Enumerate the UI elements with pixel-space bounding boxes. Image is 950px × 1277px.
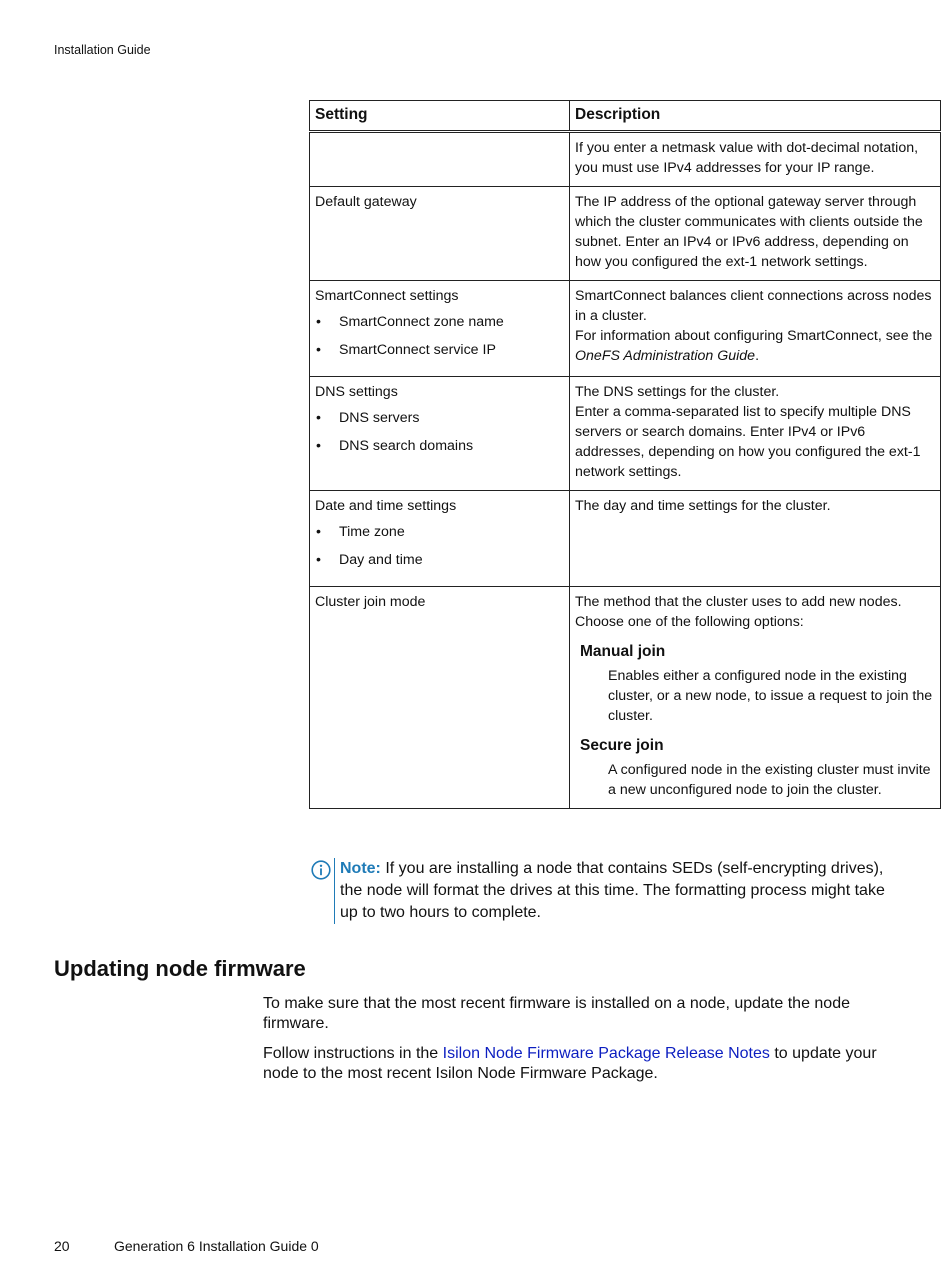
note-body (334, 858, 899, 924)
description-text: The IP address of the optional gateway server through which the cluster communicates with clients outside the subnet. Enter an IPv4 or IPv6 address, depending on how you configured the ext-1 network settings. (575, 194, 923, 270)
table-row (310, 377, 941, 491)
section-body (263, 994, 903, 1094)
reference-suffix: . (755, 348, 760, 364)
reference-guide-title: OneFS Administration Guide (575, 348, 756, 364)
description-cell (570, 587, 941, 809)
setting-bullet-list (315, 312, 564, 360)
page-footer (54, 1238, 319, 1254)
paragraph-prefix: Follow instructions in the (263, 1045, 443, 1062)
setting-name: Cluster join mode (315, 594, 426, 610)
page-number: 20 (54, 1238, 70, 1254)
setting-name: Date and time settings (315, 498, 457, 514)
setting-name: DNS settings (315, 384, 398, 400)
description-cell (570, 491, 941, 587)
paragraph-suffix: to update your node to the most recent Isilon Node Firmware Package. (263, 1045, 877, 1082)
table-row (310, 132, 941, 187)
description-cell (570, 187, 941, 281)
body-paragraph (263, 1044, 903, 1084)
table-row (310, 281, 941, 377)
bullet-item: • SmartConnect service IP (315, 340, 564, 360)
bullet-item: • Day and time (315, 550, 564, 570)
description-cell (570, 281, 941, 377)
setting-bullet-list (315, 522, 564, 570)
option-term: Secure join (580, 737, 664, 754)
body-paragraph: To make sure that the most recent firmware is installed on a node, update the node firmware. (263, 995, 850, 1032)
option-definition: A configured node in the existing cluster must invite a new unconfigured node to join the cluster. (608, 762, 931, 798)
release-notes-link[interactable]: Isilon Node Firmware Package Release Notes (442, 1045, 770, 1062)
description-text: SmartConnect balances client connections across nodes in a cluster. (575, 288, 932, 324)
option-term: Manual join (580, 643, 666, 660)
section-heading: Updating node firmware (54, 956, 306, 981)
bullet-item: • DNS servers (315, 408, 564, 428)
note-text: If you are installing a node that contains SEDs (self-encrypting drives), the node will format the drives at this time. The formatting process might take up to two hours to complete. (340, 860, 885, 921)
settings-table (309, 100, 941, 809)
setting-cell (310, 187, 570, 281)
table-row (310, 587, 941, 809)
setting-cell (310, 377, 570, 491)
column-header-setting: Setting (310, 101, 570, 132)
description-cell (570, 377, 941, 491)
info-icon (309, 858, 333, 924)
description-text: Enter a comma-separated list to specify multiple DNS servers or search domains. Enter IPv4 or IPv6 addresses, depending on how you configured the ext-1 network settings. (575, 404, 921, 480)
setting-cell (310, 132, 570, 187)
note-label: Note: (340, 860, 381, 877)
footer-title: Generation 6 Installation Guide 0 (114, 1238, 319, 1254)
description-text: The method that the cluster uses to add new nodes. Choose one of the following options: (575, 594, 902, 630)
note-callout (309, 858, 899, 924)
description-text: If you enter a netmask value with dot-decimal notation, you must use IPv4 addresses for your IP range. (575, 140, 919, 176)
setting-cell (310, 491, 570, 587)
setting-cell (310, 587, 570, 809)
table-row (310, 491, 941, 587)
setting-name: SmartConnect settings (315, 288, 459, 304)
setting-cell (310, 281, 570, 377)
description-reference (575, 326, 935, 366)
description-text: The DNS settings for the cluster. (575, 384, 780, 400)
bullet-item: • Time zone (315, 522, 564, 542)
option-definition: Enables either a configured node in the existing cluster, or a new node, to issue a request to join the cluster. (608, 668, 933, 724)
reference-prefix: For information about configuring SmartConnect, see the (575, 328, 933, 344)
table-header-row (310, 101, 941, 132)
description-cell (570, 132, 941, 187)
description-text: The day and time settings for the cluster. (575, 498, 831, 514)
setting-name: Default gateway (315, 194, 417, 210)
column-header-description: Description (570, 101, 941, 132)
bullet-item: • SmartConnect zone name (315, 312, 564, 332)
table-row (310, 187, 941, 281)
bullet-item: • DNS search domains (315, 436, 564, 456)
setting-bullet-list (315, 408, 564, 456)
running-header: Installation Guide (54, 43, 151, 57)
